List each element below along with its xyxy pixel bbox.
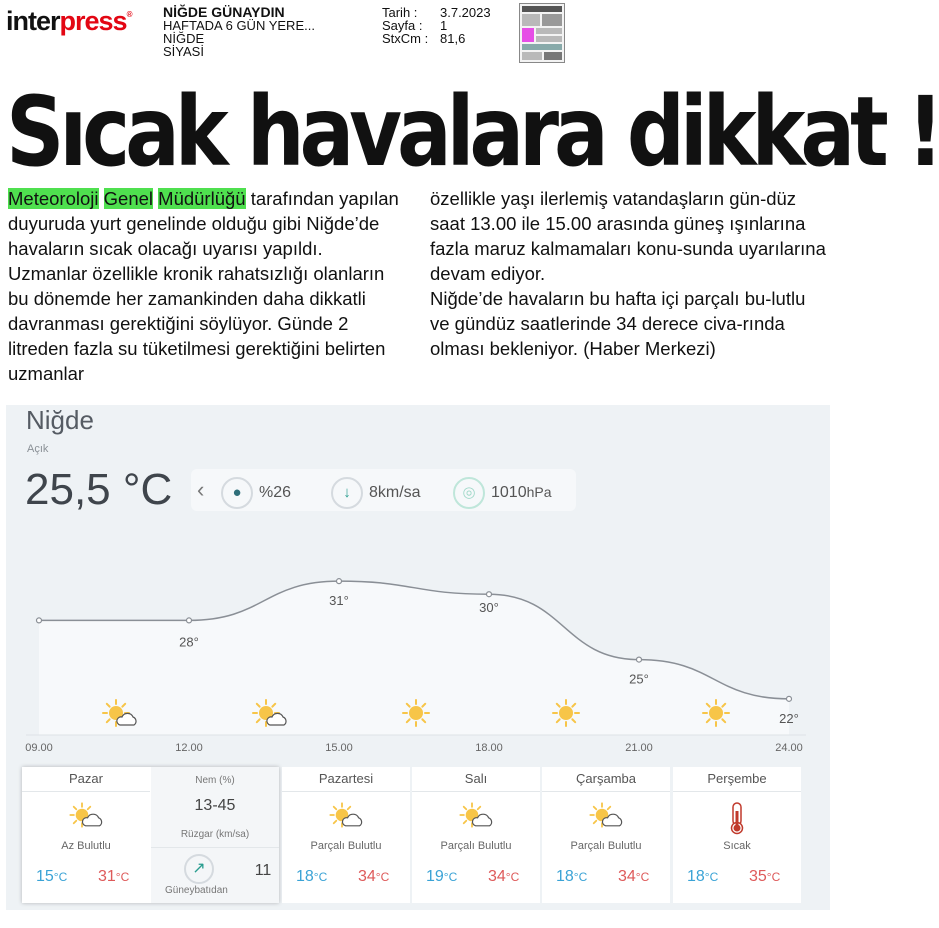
publication-city: NİĞDE (163, 31, 205, 46)
day-low-temp: 15°C (36, 868, 68, 885)
chart-point (487, 592, 492, 597)
day-high-temp: 31°C (98, 868, 130, 885)
weather-widget (6, 405, 830, 910)
day-description: Parçalı Bulutlu (440, 840, 512, 852)
weather-city: Niğde (26, 405, 94, 435)
hourly-temperature-chart (6, 405, 830, 765)
sun-cloud-icon (282, 801, 410, 840)
humidity-stat: ● %26 (221, 477, 291, 509)
chart-point (187, 618, 192, 623)
highlight-term: Meteoroloji (8, 188, 99, 209)
chart-point (337, 579, 342, 584)
daily-forecast (22, 767, 820, 903)
article-column-1 (8, 186, 403, 386)
wind-direction-text: Güneybatıdan (165, 885, 228, 896)
day-high-temp: 35°C (749, 868, 781, 885)
day-description: Sıcak (723, 840, 751, 852)
day-high-temp: 34°C (488, 868, 520, 885)
humidity-range: 13-45 (194, 797, 236, 814)
publication-section: SİYASİ (163, 44, 204, 59)
x-tick-label: 18.00 (475, 742, 503, 754)
day-description: Az Bulutlu (61, 840, 111, 852)
clip-page: 1 (440, 18, 448, 33)
day-name: Çarşamba (576, 771, 636, 786)
pressure-icon: ◎ (453, 477, 485, 509)
day-name: Pazartesi (318, 771, 374, 786)
x-tick-label: 21.00 (625, 742, 653, 754)
x-tick-label: 09.00 (25, 742, 53, 754)
page-thumbnail[interactable] (519, 3, 565, 63)
chart-data-label: 28° (179, 634, 199, 650)
x-tick-label: 12.00 (175, 742, 203, 754)
sun-cloud-icon (412, 801, 540, 840)
day-high-temp: 34°C (618, 868, 650, 885)
wind-direction-icon: ↗ (184, 854, 214, 884)
clipping-header (0, 0, 843, 70)
wind-speed: 11 (254, 862, 272, 879)
day-name: Perşembe (707, 771, 767, 786)
chart-point (787, 696, 792, 701)
day-name: Salı (464, 771, 488, 786)
publication-info (163, 6, 315, 58)
day-description: Parçalı Bulutlu (310, 840, 382, 852)
sun-cloud-icon (542, 801, 670, 840)
publication-name: NİĞDE GÜNAYDIN (163, 4, 285, 20)
day-card-2[interactable] (282, 767, 410, 903)
article-column-2 (430, 186, 830, 361)
headline: Sıcak havalara dikkat ! (6, 76, 939, 188)
day-card-4[interactable] (542, 767, 670, 903)
day-description: Parçalı Bulutlu (570, 840, 642, 852)
sun-icon (703, 700, 729, 726)
day-card-3[interactable] (412, 767, 540, 903)
wind-arrow-icon: ↓ (331, 477, 363, 509)
clipping-meta: Tarih : 3.7.2023 Sayfa : 1 StxCm : 81,6 (382, 5, 491, 46)
x-tick-label: 15.00 (325, 742, 353, 754)
day-low-temp: 19°C (426, 868, 458, 885)
wind-stat: ↓ 8km/sa (331, 477, 421, 509)
interpress-logo: interpress® (6, 6, 132, 36)
chart-point (637, 657, 642, 662)
clip-stxcm: 81,6 (440, 31, 466, 46)
day-name: Pazar (69, 771, 103, 786)
chart-data-label: 31° (329, 593, 349, 609)
chart-data-label: 22° (779, 710, 799, 726)
x-tick-label: 24.00 (775, 742, 803, 754)
article-paragraph: özellikle yaşı ilerlemiş vatandaşların gün-düz saat 13.00 ile 15.00 arasında güneş ışınlarına fazla maruz kalmamaları konu-sunda uyarılarına devam ediyor. (430, 188, 826, 284)
wind-label: Rüzgar (km/sa) (180, 829, 250, 840)
day-card-5[interactable] (673, 767, 801, 903)
sun-icon (403, 700, 429, 726)
highlight-term: Genel (103, 188, 154, 209)
droplet-icon: ● (221, 477, 253, 509)
humidity-label: Nem (%) (195, 775, 235, 786)
day-low-temp: 18°C (556, 868, 588, 885)
chevron-left-icon[interactable]: ‹ (197, 477, 205, 502)
article-paragraph: Niğde’de havaların bu hafta içi parçalı bu-lutlu ve gündüz saatlerinde 34 derece civa-rında olması bekleniyor. (Haber Merkezi) (430, 288, 806, 359)
weather-condition: Açık (27, 443, 49, 455)
clip-date: 3.7.2023 (440, 5, 491, 20)
article-text: tarafından yapılan duyuruda yurt genelinde olduğu gibi Niğde’de havaların sıcak olacağı uyarısı yapıldı. Uzmanlar özellikle kronik rahatsızlığı olanların bu dönemde her zamankinden daha dikkatli davranması gerektiğini söylüyor. Günde 2 litreden fazla su tüketilmesi gerektiğini belirten uzmanlar (8, 188, 399, 384)
day-low-temp: 18°C (687, 868, 719, 885)
day-low-temp: 18°C (296, 868, 328, 885)
day-high-temp: 34°C (358, 868, 390, 885)
sun-cloud-icon (22, 801, 150, 840)
chart-data-label: 25° (629, 671, 649, 687)
sun-icon (553, 700, 579, 726)
current-temperature: 25,5 °C (25, 465, 173, 514)
highlight-term: Müdürlüğü (158, 188, 246, 209)
chart-data-label: 30° (479, 600, 499, 616)
day-card-1[interactable] (22, 767, 279, 903)
publication-frequency: HAFTADA 6 GÜN YERE... (163, 18, 315, 33)
day-detail-panel (151, 767, 279, 903)
chart-point (37, 618, 42, 623)
pressure-stat: ◎ 1010hPa (453, 477, 552, 509)
thermometer-icon (673, 801, 801, 840)
